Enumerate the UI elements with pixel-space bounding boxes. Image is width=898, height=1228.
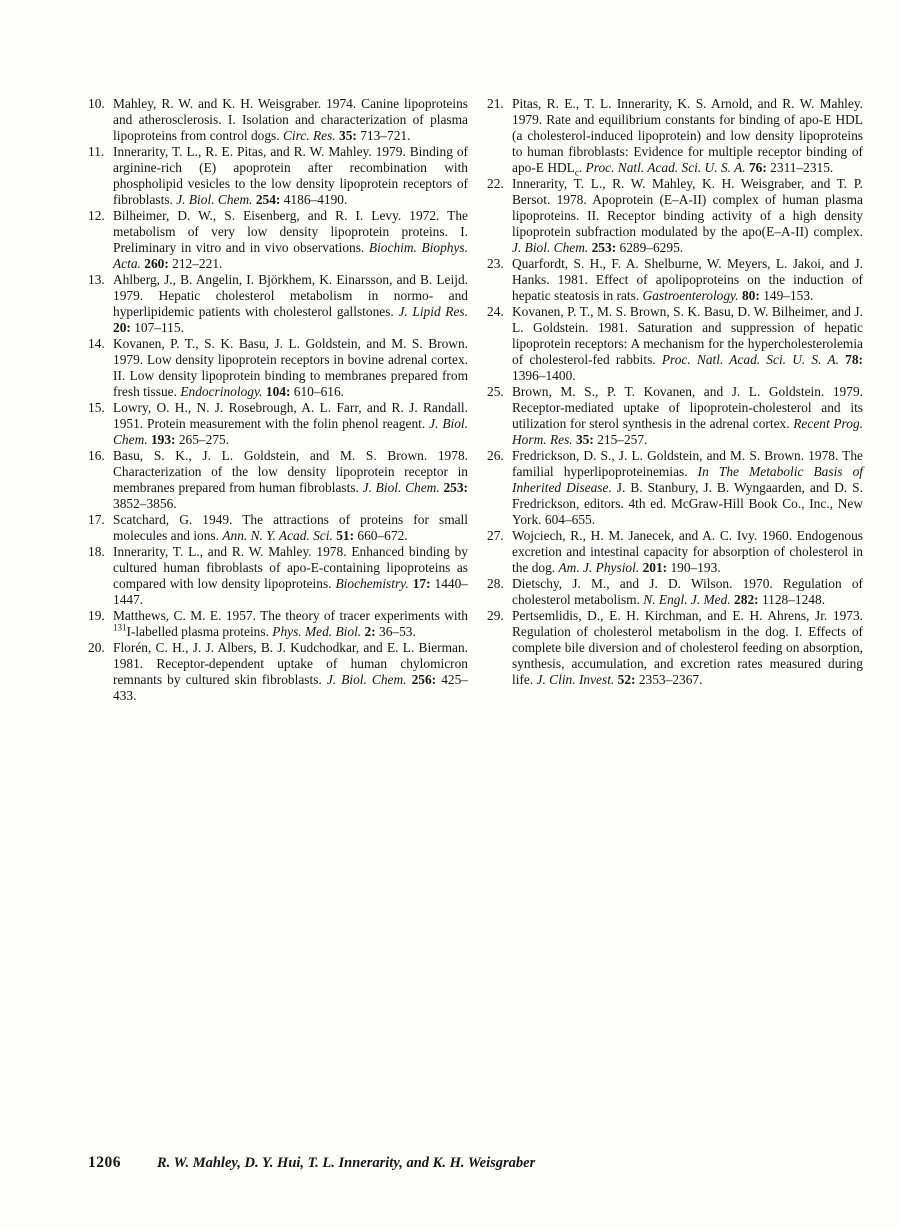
reference-text: Bilheimer, D. W., S. Eisenberg, and R. I. Levy. 1972. The metabolism of very low density lipoprotein proteins. I. Preliminary in vitro and in vivo observations. Biochim. Biophys. Acta. 260: 212–221. — [113, 208, 468, 271]
reference-number: 28. — [487, 576, 504, 591]
reference-item — [487, 576, 863, 608]
reference-number: 14. — [88, 336, 105, 351]
reference-item — [487, 384, 863, 448]
reference-number: 17. — [88, 512, 105, 527]
reference-number: 29. — [487, 608, 504, 623]
reference-item — [88, 512, 468, 544]
reference-item — [88, 208, 468, 272]
reference-item — [487, 176, 863, 256]
reference-text: Brown, M. S., P. T. Kovanen, and J. L. Goldstein. 1979. Receptor-mediated uptake of lipoprotein-cholesterol and its utilization for sterol synthesis in the adrenal cortex. Recent Prog. Horm. Res. 35: 215–257. — [512, 384, 863, 447]
reference-number: 15. — [88, 400, 105, 415]
reference-number: 20. — [88, 640, 105, 655]
references-left-column — [88, 96, 468, 704]
reference-item — [88, 448, 468, 512]
reference-item — [487, 448, 863, 528]
reference-number: 22. — [487, 176, 504, 191]
reference-text: Kovanen, P. T., S. K. Basu, J. L. Goldstein, and M. S. Brown. 1979. Low density lipoprotein receptors in bovine adrenal cortex. II. Low density lipoprotein binding to membranes prepared from fresh tissue. Endocrinology. 104: 610–616. — [113, 336, 468, 399]
reference-text: Dietschy, J. M., and J. D. Wilson. 1970. Regulation of cholesterol metabolism. N. Engl. J. Med. 282: 1128–1248. — [512, 576, 863, 607]
reference-item — [88, 544, 468, 608]
reference-item — [88, 608, 468, 640]
reference-text: Innerarity, T. L., R. W. Mahley, K. H. Weisgraber, and T. P. Bersot. 1978. Apoprotein (E–A-II) complex of human plasma lipoproteins. II. Receptor binding activity of a high density lipoprotein subfraction modulated by the apo(E–A-II) complex. J. Biol. Chem. 253: 6289–6295. — [512, 176, 863, 255]
reference-text: Kovanen, P. T., M. S. Brown, S. K. Basu, D. W. Bilheimer, and J. L. Goldstein. 1981. Saturation and suppression of hepatic lipoprotein receptors: A mechanism for the hypercholesterolemia of cholesterol-fed rabbits. Proc. Natl. Acad. Sci. U. S. A. 78: 1396–1400. — [512, 304, 863, 383]
reference-item — [88, 272, 468, 336]
reference-text: Basu, S. K., J. L. Goldstein, and M. S. Brown. 1978. Characterization of the low density lipoprotein receptor in membranes prepared from human fibroblasts. J. Biol. Chem. 253: 3852–3856. — [113, 448, 468, 511]
reference-text: Innerarity, T. L., R. E. Pitas, and R. W. Mahley. 1979. Binding of arginine-rich (E) apoprotein after recombination with phospholipid vesicles to the low density lipoprotein receptors of fibroblasts. J. Biol. Chem. 254: 4186–4190. — [113, 144, 468, 207]
page-footer — [88, 1154, 788, 1172]
reference-text: Matthews, C. M. E. 1957. The theory of tracer experiments with $^{131}$I-labelled plasma proteins. Phys. Med. Biol. 2: 36–53. — [113, 608, 468, 639]
reference-text: Pitas, R. E., T. L. Innerarity, K. S. Arnold, and R. W. Mahley. 1979. Rate and equilibrium constants for binding of apo-E HDL (a cholesterol-induced lipoprotein) and low density lipoproteins to human fibroblasts: Evidence for multiple receptor binding of apo-E $HDL_c$. Proc. Natl. Acad. Sci. U. S. A. 76: 2311–2315. — [512, 96, 863, 178]
reference-item — [88, 336, 468, 400]
reference-text: Fredrickson, D. S., J. L. Goldstein, and M. S. Brown. 1978. The familial hyperlipoproteinemias. In The Metabolic Basis of Inherited Disease. J. B. Stanbury, J. B. Wyngaarden, and D. S. Fredrickson, editors. 4th ed. McGraw-Hill Book Co., Inc., New York. 604–655. — [512, 448, 864, 527]
reference-number: 18. — [88, 544, 105, 559]
reference-number: 10. — [88, 96, 105, 111]
reference-number: 26. — [487, 448, 504, 463]
references-right-column — [487, 96, 863, 688]
page-number: 1206 — [88, 1154, 121, 1171]
reference-number: 12. — [88, 208, 105, 223]
reference-text: Mahley, R. W. and K. H. Weisgraber. 1974. Canine lipoproteins and atherosclerosis. I. Isolation and characterization of plasma lipoproteins from control dogs. Circ. Res. 35: 713–721. — [113, 96, 468, 143]
reference-item — [88, 640, 468, 704]
reference-item — [487, 608, 863, 688]
reference-text: Scatchard, G. 1949. The attractions of proteins for small molecules and ions. Ann. N. Y. Acad. Sci. 51: 660–672. — [113, 512, 468, 543]
reference-number: 24. — [487, 304, 504, 319]
reference-number: 13. — [88, 272, 105, 287]
reference-text: Pertsemlidis, D., E. H. Kirchman, and E. H. Ahrens, Jr. 1973. Regulation of cholesterol metabolism in the dog. I. Effects of complete bile diversion and of cholesterol feeding on absorption, synthesis, accumulation, and excretion rates measured during life. J. Clin. Invest. 52: 2353–2367. — [512, 608, 863, 687]
reference-item — [487, 256, 863, 304]
running-authors: R. W. Mahley, D. Y. Hui, T. L. Innerarity, and K. H. Weisgraber — [157, 1155, 536, 1171]
reference-number: 16. — [88, 448, 105, 463]
reference-number: 23. — [487, 256, 504, 271]
reference-text: Ahlberg, J., B. Angelin, I. Björkhem, K. Einarsson, and B. Leijd. 1979. Hepatic cholesterol metabolism in normo- and hyperlipidemic patients with cholesterol gallstones. J. Lipid Res. 20: 107–115. — [113, 272, 468, 335]
reference-text: Florén, C. H., J. J. Albers, B. J. Kudchodkar, and E. L. Bierman. 1981. Receptor-dependent uptake of human chylomicron remnants by cultured skin fibroblasts. J. Biol. Chem. 256: 425–433. — [113, 640, 468, 703]
reference-item — [88, 96, 468, 144]
reference-item — [487, 304, 863, 384]
reference-item — [88, 400, 468, 448]
reference-number: 11. — [88, 144, 105, 159]
reference-text: Innerarity, T. L., and R. W. Mahley. 1978. Enhanced binding by cultured human fibroblasts of apo-E-containing lipoproteins as compared with low density lipoproteins. Biochemistry. 17: 1440–1447. — [113, 544, 468, 607]
reference-text: Quarfordt, S. H., F. A. Shelburne, W. Meyers, L. Jakoi, and J. Hanks. 1981. Effect of apolipoproteins on the induction of hepatic steatosis in rats. Gastroenterology. 80: 149–153. — [512, 256, 863, 303]
reference-text: Wojciech, R., H. M. Janecek, and A. C. Ivy. 1960. Endogenous excretion and intestinal capacity for absorption of cholesterol in the dog. Am. J. Physiol. 201: 190–193. — [512, 528, 863, 575]
reference-number: 19. — [88, 608, 105, 623]
reference-number: 21. — [487, 96, 504, 111]
reference-item — [487, 528, 863, 576]
reference-item — [487, 96, 863, 176]
reference-text: Lowry, O. H., N. J. Rosebrough, A. L. Farr, and R. J. Randall. 1951. Protein measurement with the folin phenol reagent. J. Biol. Chem. 193: 265–275. — [113, 400, 468, 447]
reference-number: 27. — [487, 528, 504, 543]
reference-item — [88, 144, 468, 208]
reference-number: 25. — [487, 384, 504, 399]
